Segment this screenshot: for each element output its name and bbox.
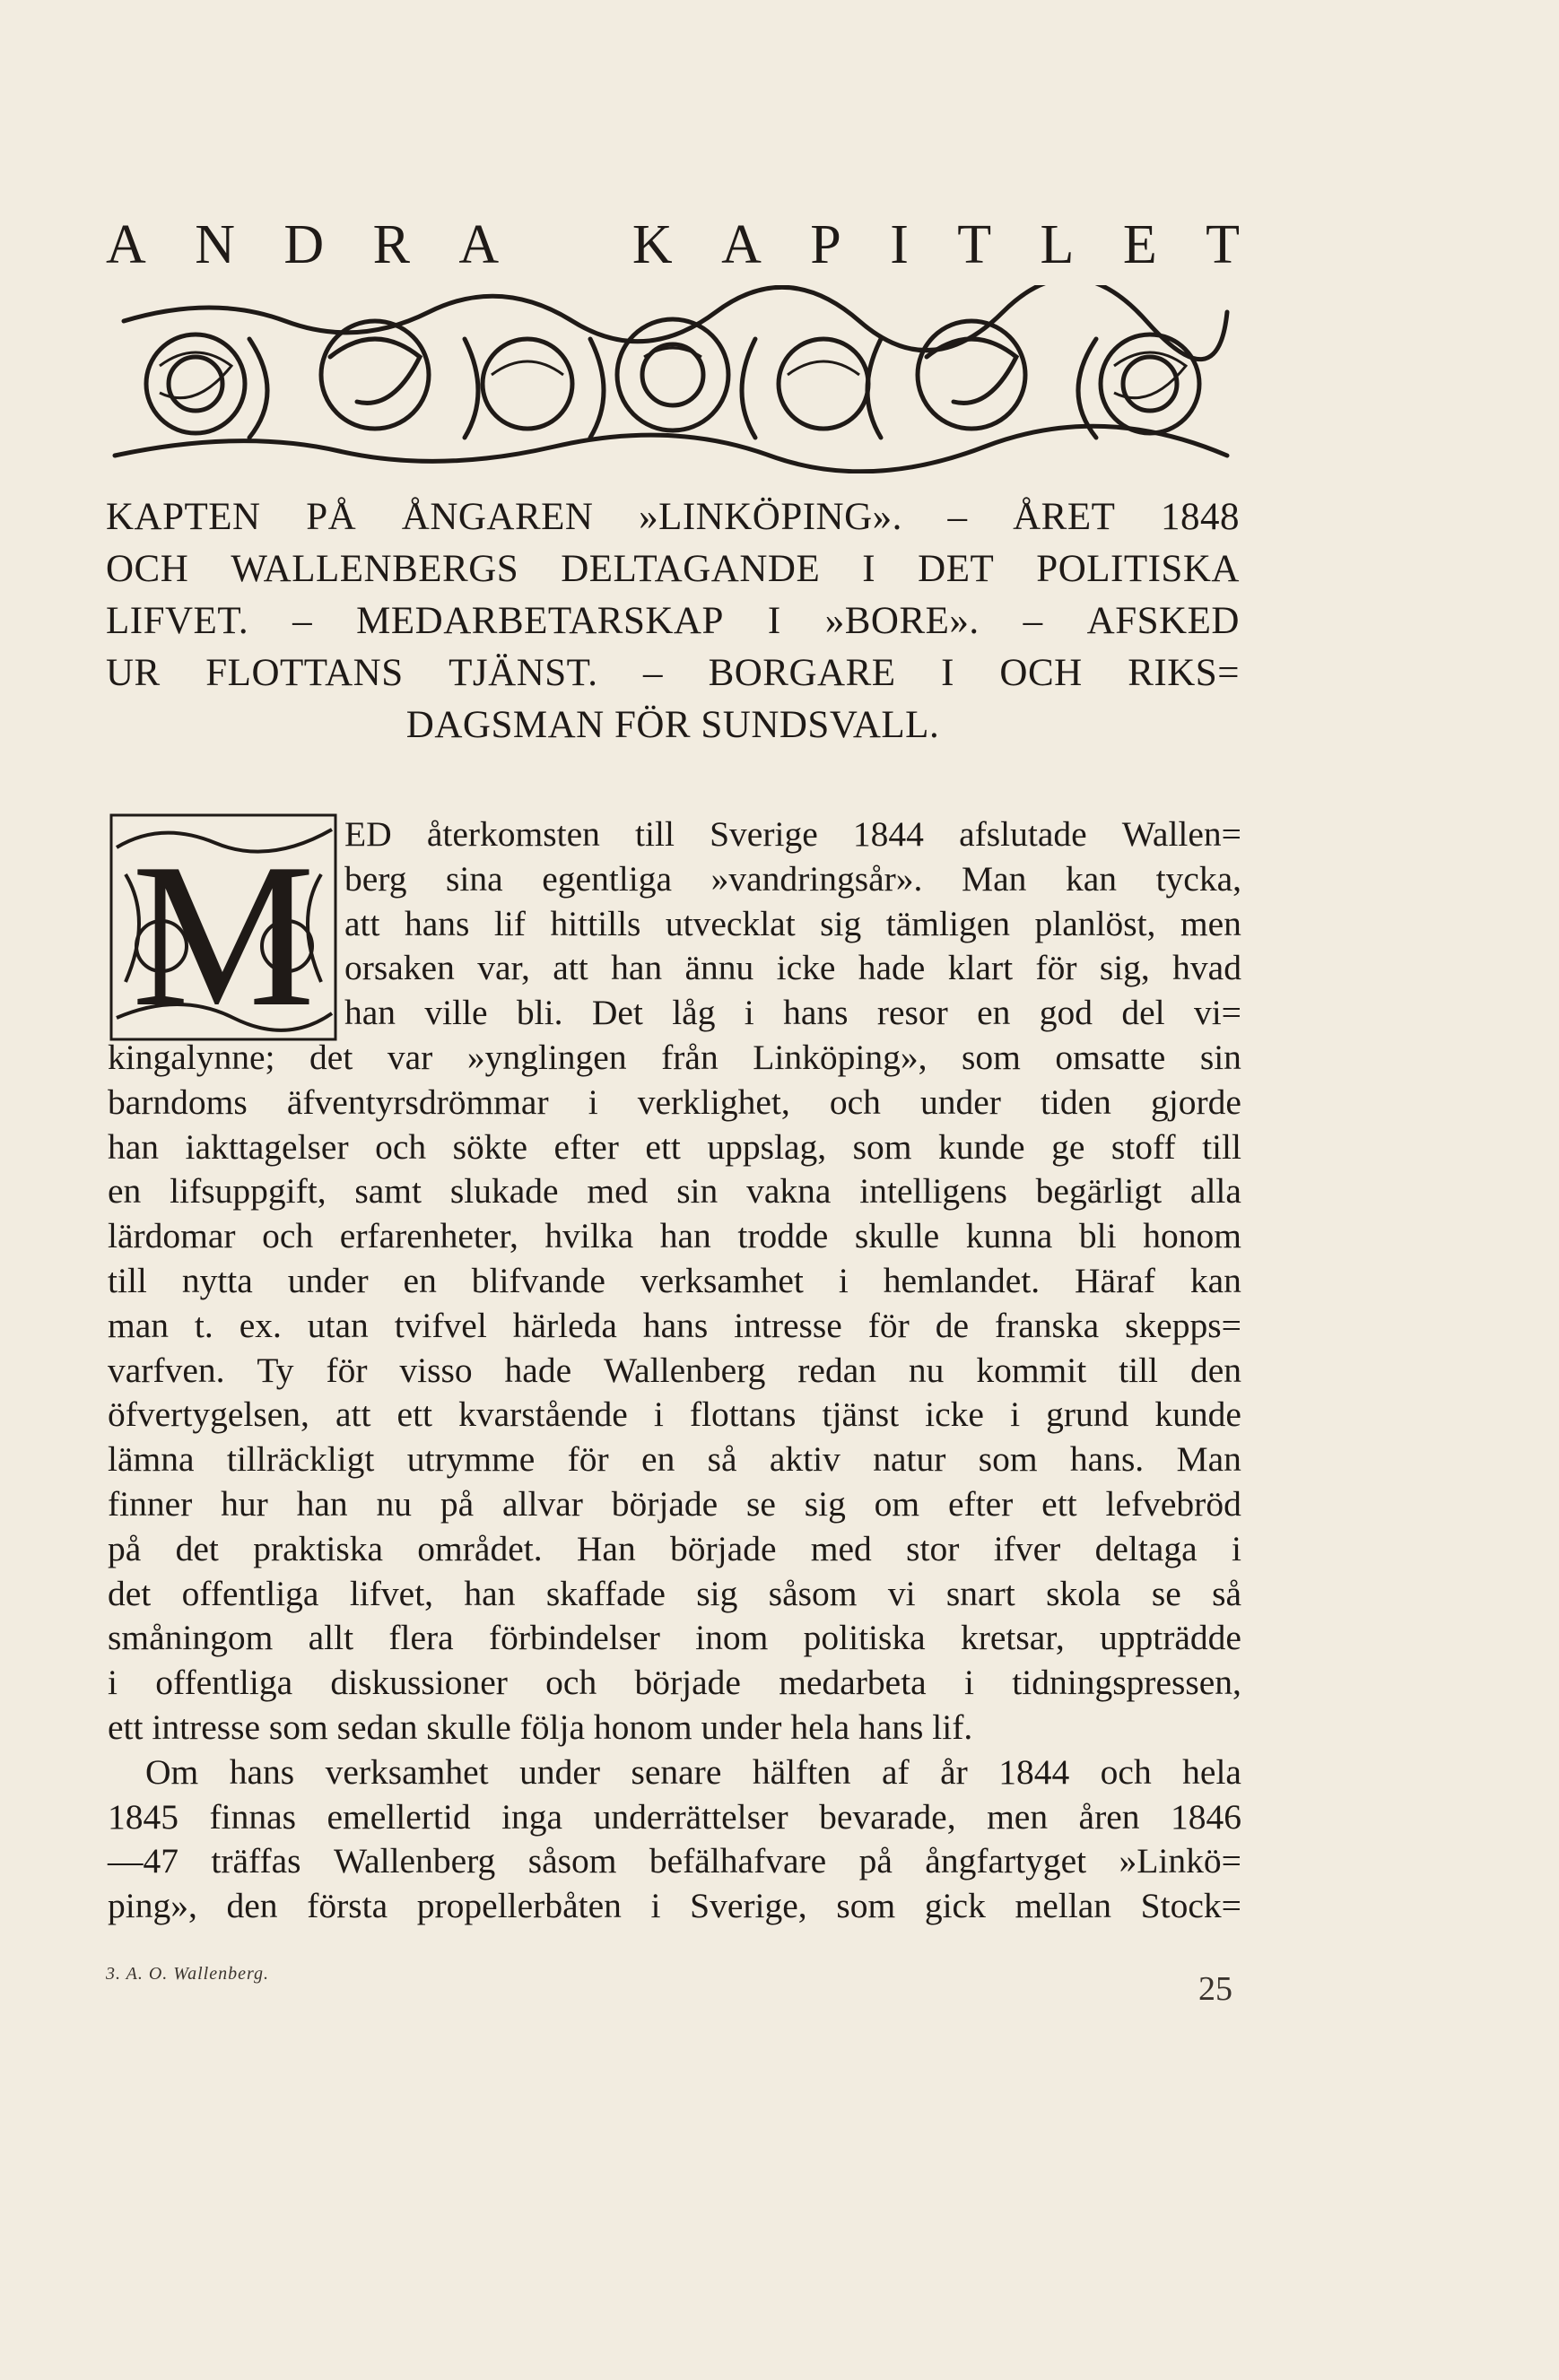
page-number: 25 [1198, 1970, 1232, 2008]
text-line: kingalynne; det var »ynglingen från Linköping», som omsatte sin [108, 1037, 1241, 1077]
heading-letter: R [372, 214, 410, 275]
text-line: man t. ex. utan tvifvel härleda hans intresse för de franska skepps= [108, 1305, 1241, 1345]
summary-line: LIFVET. – MEDARBETARSKAP I »BORE». – AFSKED [106, 600, 1240, 642]
ornamental-frieze-icon [106, 285, 1240, 473]
text-line: barndoms äfventyrsdrömmar i verklighet, och under tiden gjorde [108, 1081, 1241, 1122]
drop-cap-letter: M [131, 821, 316, 1043]
text-line: lärdomar och erfarenheter, hvilka han trodde skulle kunna bli honom [108, 1216, 1241, 1256]
text-line: han ville bli. Det låg i hans resor en god del vi= [344, 993, 1241, 1033]
heading-letter: L [1040, 214, 1075, 275]
heading-letter: P [810, 214, 841, 275]
text-line: öfvertygelsen, att ett kvarstående i flottans tjänst icke i grund kunde [108, 1394, 1241, 1435]
summary-line: OCH WALLENBERGS DELTAGANDE I DET POLITISKA [106, 548, 1240, 590]
heading-letter: T [1206, 214, 1240, 275]
text-line: att hans lif hittills utvecklat sig tämligen planlöst, men [344, 903, 1241, 943]
text-line: till nytta under en blifvande verksamhet i hemlandet. Häraf kan [108, 1260, 1241, 1300]
text-line: orsaken var, att han ännu icke hade klart för sig, hvad [344, 948, 1241, 988]
heading-letter: I [890, 214, 909, 275]
text-line: varfven. Ty för visso hade Wallenberg redan nu kommit till den [108, 1350, 1241, 1390]
heading-letter: D [283, 214, 325, 275]
heading-letter: T [957, 214, 992, 275]
printer-signature: 3. A. O. Wallenberg. [106, 1964, 270, 1984]
text-line: han iakttagelser och sökte efter ett uppslag, som kunde ge stoff till [108, 1126, 1241, 1167]
text-line: på det praktiska området. Han började med stor ifver deltaga i [108, 1528, 1241, 1568]
heading-letter: E [1122, 214, 1157, 275]
heading-letter: A [458, 214, 500, 275]
summary-line: KAPTEN PÅ ÅNGAREN »LINKÖPING». – ÅRET 1848 [106, 496, 1240, 538]
text-line: Om hans verksamhet under senare hälften af år 1844 och hela [145, 1751, 1241, 1792]
text-line: ping», den första propellerbåten i Sverige, som gick mellan Stock= [108, 1886, 1241, 1926]
text-line: i offentliga diskussioner och började medarbeta i tidningspressen, [108, 1663, 1241, 1703]
text-line: det offentliga lifvet, han skaffade sig såsom vi snart skola se så [108, 1573, 1241, 1613]
heading-letter: N [195, 214, 235, 275]
text-line: —47 träffas Wallenberg såsom befälhafvare på ångfartyget »Linkö= [108, 1841, 1241, 1881]
heading-letter: A [106, 214, 146, 275]
text-line: berg sina egentliga »vandringsår». Man kan tycka, [344, 858, 1241, 899]
text-line: finner hur han nu på allvar började se sig om efter ett lefvebröd [108, 1483, 1241, 1524]
heading-letter: A [721, 214, 762, 275]
text-line: en lifsuppgift, samt slukade med sin vakna intelligens begärligt alla [108, 1171, 1241, 1212]
heading-letter: K [631, 214, 673, 275]
text-line: lämna tillräckligt utrymme för en så aktiv natur som hans. Man [108, 1439, 1241, 1480]
body-text [108, 812, 1241, 1929]
chapter-summary [106, 491, 1240, 751]
summary-line: UR FLOTTANS TJÄNST. – BORGARE I OCH RIKS= [106, 652, 1240, 694]
text-line: ett intresse som sedan skulle följa honom under hela hans lif. [108, 1707, 973, 1747]
text-line: 1845 finnas emellertid inga underrättelser bevarade, men åren 1846 [108, 1796, 1241, 1837]
heading-space [548, 217, 584, 273]
chapter-heading [106, 214, 1240, 275]
summary-line: DAGSMAN FÖR SUNDSVALL. [405, 704, 940, 746]
text-line: ED återkomsten till Sverige 1844 afslutade Wallen= [344, 814, 1241, 854]
text-line: småningom allt flera förbindelser inom politiska kretsar, uppträdde [108, 1618, 1241, 1658]
